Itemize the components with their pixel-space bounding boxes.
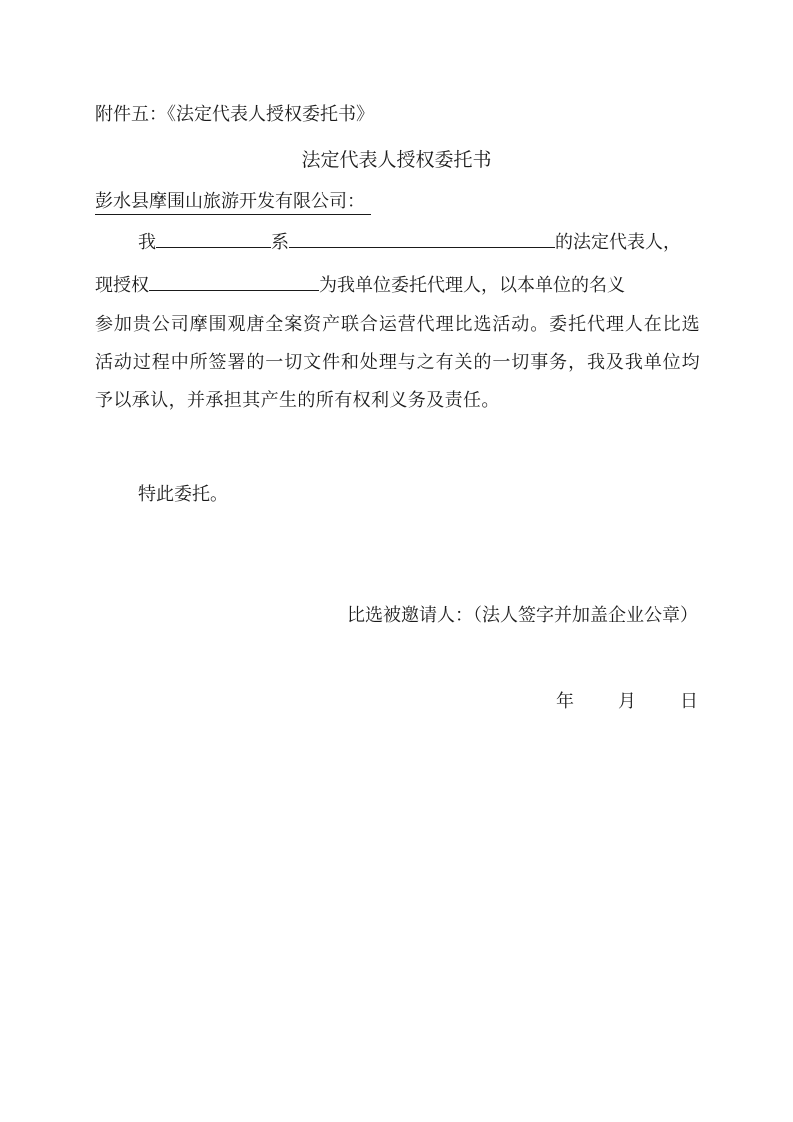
- line1-suffix: 的法定代表人，: [555, 232, 681, 253]
- blank-representative-name[interactable]: [156, 227, 271, 248]
- line1-middle: 系: [271, 232, 289, 253]
- date-year: 年: [556, 691, 574, 712]
- closing-text: 特此委托。: [138, 484, 228, 505]
- addressee: [95, 187, 371, 217]
- line1-prefix: 我: [138, 232, 156, 253]
- blank-agent-name[interactable]: [149, 270, 319, 291]
- annex-title: 附件五：《法定代表人授权委托书》: [95, 104, 374, 125]
- date-month: 月: [618, 691, 636, 712]
- date-line: [556, 687, 698, 717]
- appointment-line-1: [95, 227, 700, 258]
- date-day: 日: [680, 691, 698, 712]
- blank-company-name[interactable]: [289, 227, 555, 248]
- line2-suffix: 为我单位委托代理人，以本单位的名义: [319, 275, 625, 296]
- addressee-text: 彭水县摩围山旅游开发有限公司：: [95, 190, 371, 215]
- document-title: 法定代表人授权委托书: [301, 149, 492, 171]
- signature-line: 比选被邀请人：（法人签字并加盖企业公章）: [347, 605, 698, 626]
- body-paragraph: 参加贵公司摩围观唐全案资产联合运营代理比选活动。委托代理人在比选活动过程中所签署的一切文件和处理与之有关的一切事务，我及我单位均予以承认，并承担其产生的所有权利义务及责任。: [95, 314, 700, 412]
- line2-prefix: 现授权: [95, 275, 149, 296]
- appointment-line-2: [95, 270, 700, 301]
